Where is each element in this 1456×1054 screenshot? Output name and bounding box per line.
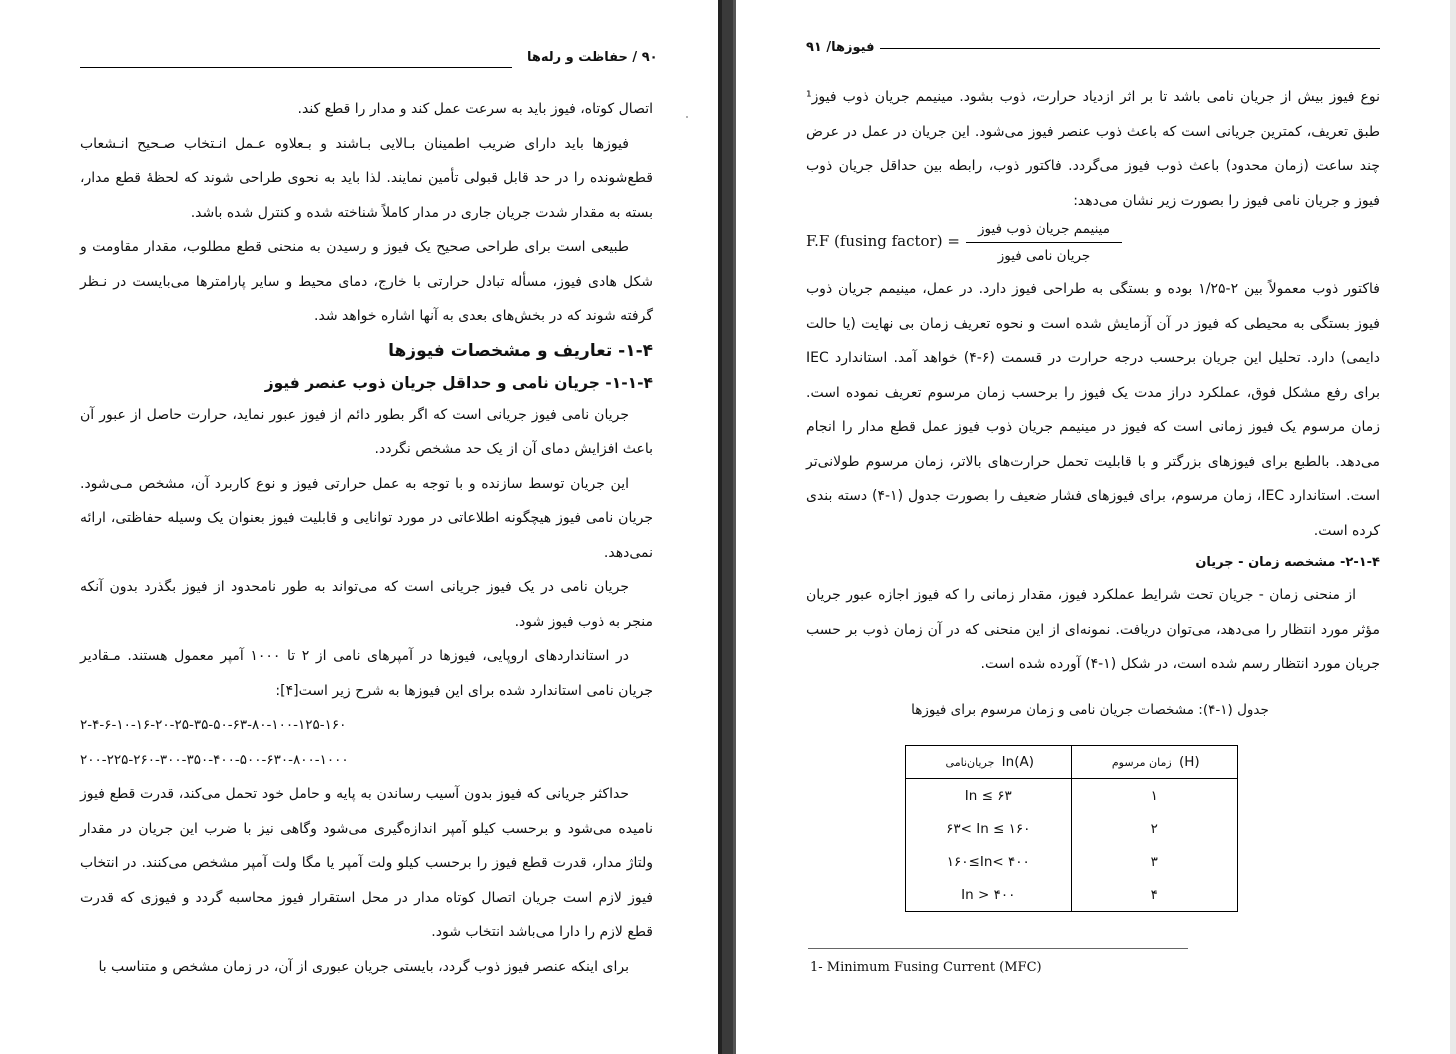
cell-conventional-time: ۱: [1071, 779, 1237, 813]
header-conventional-time-unit: (H): [1178, 754, 1200, 770]
rated-current-table: [905, 745, 1238, 912]
footnote-rule: [808, 948, 1188, 949]
cell-rated-current: In ≤ ۶۳: [906, 779, 1072, 813]
paragraph: برای اینکه عنصر فیوز ذوب گردد، بایستی جریان عبوری از آن، در زمان مشخص و متناسب با: [98, 958, 629, 975]
fraction-bar: [966, 242, 1122, 243]
header-conventional-time-label: زمان مرسوم: [1111, 756, 1172, 769]
page-edge: [1450, 0, 1456, 1054]
rated-current-sequence-2: ۲۰۰-۲۲۵-۲۶۰-۳۰۰-۳۵۰-۴۰۰-۵۰۰-۶۳۰-۸۰۰-۱۰۰۰: [80, 751, 349, 768]
subsection-title: ۲-۱-۴- مشخصه زمان - جریان: [1195, 555, 1380, 570]
right-page-header: فیوزها/ ۹۱: [806, 40, 875, 55]
table-header-row: [906, 746, 1238, 779]
paragraph: فیوزها باید دارای ضریب اطمینان بـالایی بـاشند و بـعلاوه عـمل انـتخاب صـحیح انـشعاب قطع‌شونده را در حد قابل قبولی تأمین نمایند. لذا باید به نحوی طراحی شوند که لحظهٔ قطع مدار، بسته به مقدار شدت جریان جاری در مدار کاملاً شناخته شده و کنترل شده باشد.: [80, 135, 653, 221]
header-conventional-time: [1071, 746, 1237, 779]
right-body-text-2: [806, 272, 1380, 682]
footnote: 1- Minimum Fusing Current (MFC): [810, 960, 1042, 975]
rated-current-sequence-1: ۲-۴-۶-۱۰-۱۶-۲۰-۲۵-۳۵-۵۰-۶۳-۸۰-۱۰۰-۱۲۵-۱۶۰: [80, 717, 347, 733]
paragraph: طبیعی است برای طراحی صحیح یک فیوز و رسیدن به منحنی قطع مطلوب، مقدار مقاومت و شکل هادی فیوز، مسأله تبادل حرارتی با خارج، دمای محیط و سایر پارامترها می‌بایست در نـظر گرفته شوند که در بخش‌های بعدی به آنها اشاره خواهد شد.: [80, 239, 653, 324]
table-row: [906, 779, 1238, 813]
paragraph: این جریان توسط سازنده و با توجه به عمل حرارتی فیوز و نوع کاربرد آن، مشخص مـی‌شود. جریان نامی فیوز هیچگونه اطلاعاتی در مورد توانایی و قابلیت فیوز بعنوان یک وسیله حفاظتی، ارائه نمی‌دهد.: [80, 475, 653, 561]
paragraph: جریان نامی فیوز جریانی است که اگر بطور دائم از فیوز عبور نماید، حرارت حاصل از عبور آن باعث افزایش دمای آن از یک حد مشخص نگردد.: [80, 406, 653, 457]
formula-fraction: [966, 218, 1122, 267]
header-rated-current-unit: In(A): [1001, 754, 1034, 770]
table-row: [906, 878, 1238, 912]
paragraph: از منحنی زمان - جریان تحت شرایط عملکرد فیوز، مقدار زمانی را که فیوز اجازه عبور جریان مؤثر مورد انتظار را می‌دهد، می‌توان دریافت. نمونه‌ای از این منحنی که در آن زمان ذوب بر حسب جریان مورد انتظار رسم شده است، در شکل (۱-۴) آورده شده است.: [806, 587, 1380, 672]
left-page-header: ۹۰ / حفاظت و رله‌ها: [527, 50, 658, 65]
header-rated-current: [906, 746, 1072, 779]
fusing-factor-formula: [806, 218, 1136, 268]
formula-numerator: مینیمم جریان ذوب فیوز: [978, 221, 1110, 237]
left-header-rule: [80, 67, 512, 68]
formula-denominator: جریان نامی فیوز: [997, 248, 1091, 264]
paragraph: در استانداردهای اروپایی، فیوزها در آمپرهای نامی از ۲ تا ۱۰۰۰ آمپر معمول هستند. مـقادیر جریان نامی استاندارد شده برای این فیوزها به شرح زیر است[۴]:: [80, 648, 653, 699]
gutter-shadow: [718, 0, 722, 1054]
paragraph: فاکتور ذوب معمولاً بین ۲-۱/۲۵ بوده و بستگی به طراحی فیوز دارد. در عمل، مینیمم جریان ذوب فیوز بستگی به محیطی که فیوز در آن آزمایش شده است و نحوه تعریف زمان بی نهایت (یا حالت دایمی) دارد. تحلیل این جریان برحسب درجه حرارت در قسمت (۶-۴) خواهد آمد. استاندارد IEC برای رفع مشکل فوق، عملکرد دراز مدت یک فیوز را برحسب زمان مرسوم تعریف نموده است. زمان مرسوم یک فیوز زمانی است که فیوز در مینیمم جریان ذوب فیوز عمل قطع مدار را انجام می‌دهد. بالطبع برای فیوزهای بزرگتر و با قابلیت تحمل حرارت‌های بالاتر، زمان مرسوم طولانی‌تر است. استاندارد IEC، زمان مرسوم، برای فیوزهای فشار ضعیف را بصورت جدول (۱-۴) دسته بندی کرده است.: [806, 281, 1380, 539]
cell-conventional-time: ۳: [1071, 845, 1237, 878]
section-title: ۱-۴- تعاریف و مشخصات فیوزها: [388, 340, 653, 361]
left-page: [0, 0, 718, 1054]
formula-label: F.F (fusing factor) =: [806, 232, 960, 250]
paragraph: اتصال کوتاه، فیوز باید به سرعت عمل کند و مدار را قطع کند.: [297, 101, 653, 117]
cell-conventional-time: ۲: [1071, 812, 1237, 845]
scan-speck: [686, 116, 688, 118]
paragraph: نوع فیوز بیش از جریان نامی باشد تا بر اثر ازدیاد حرارت، ذوب بشود. مینیمم جریان ذوب فیوز¹ طبق تعریف، کمترین جریانی است که باعث ذوب عنصر فیوز می‌شود. این جریان در عمل در عرض چند ساعت (زمان محدود) باعث ذوب فیوز می‌گردد. فاکتور ذوب، رابطه بین حداقل جریان ذوب فیوز و جریان نامی فیوز را بصورت زیر نشان می‌دهد:: [806, 89, 1380, 209]
paragraph: جریان نامی در یک فیوز جریانی است که می‌تواند به طور نامحدود از فیوز بگذرد بدون آنکه منجر به ذوب فیوز شود.: [80, 579, 653, 630]
header-rated-current-label: جریان‌نامی: [945, 756, 995, 769]
right-header-rule: [880, 48, 1380, 49]
book-gutter: [718, 0, 736, 1054]
cell-rated-current: In > ۴۰۰: [906, 878, 1072, 912]
left-body-text: [80, 92, 653, 984]
cell-conventional-time: ۴: [1071, 878, 1237, 912]
table-caption: جدول (۱-۴): مشخصات جریان نامی و زمان مرسوم برای فیوزها: [911, 702, 1269, 718]
table-row: [906, 812, 1238, 845]
right-body-text-1: [806, 80, 1380, 218]
cell-rated-current: ۶۳< In ≤ ۱۶۰: [906, 812, 1072, 845]
cell-rated-current: ۱۶۰≤In< ۴۰۰: [906, 845, 1072, 878]
table-row: [906, 845, 1238, 878]
subsection-title: ۱-۱-۴- جریان نامی و حداقل جریان ذوب عنصر فیوز: [264, 373, 653, 392]
paragraph: حداکثر جریانی که فیوز بدون آسیب رساندن به پایه و حامل خود تحمل می‌کند، قدرت قطع فیوز نامیده می‌شود و برحسب کیلو آمپر اندازه‌گیری می‌شود وگاهی نیز با ضرب این جریان در مقدار ولتاژ مدار، قدرت قطع فیوز را برحسب کیلو ولت آمپر یا مگا ولت آمپر مشخص می‌کنند. در انتخاب فیوز لازم است جریان اتصال کوتاه مدار در محل استقرار فیوز محاسبه گردد و فیوزی که قدرت قطع لازم را دارا می‌باشد انتخاب شود.: [80, 786, 653, 940]
